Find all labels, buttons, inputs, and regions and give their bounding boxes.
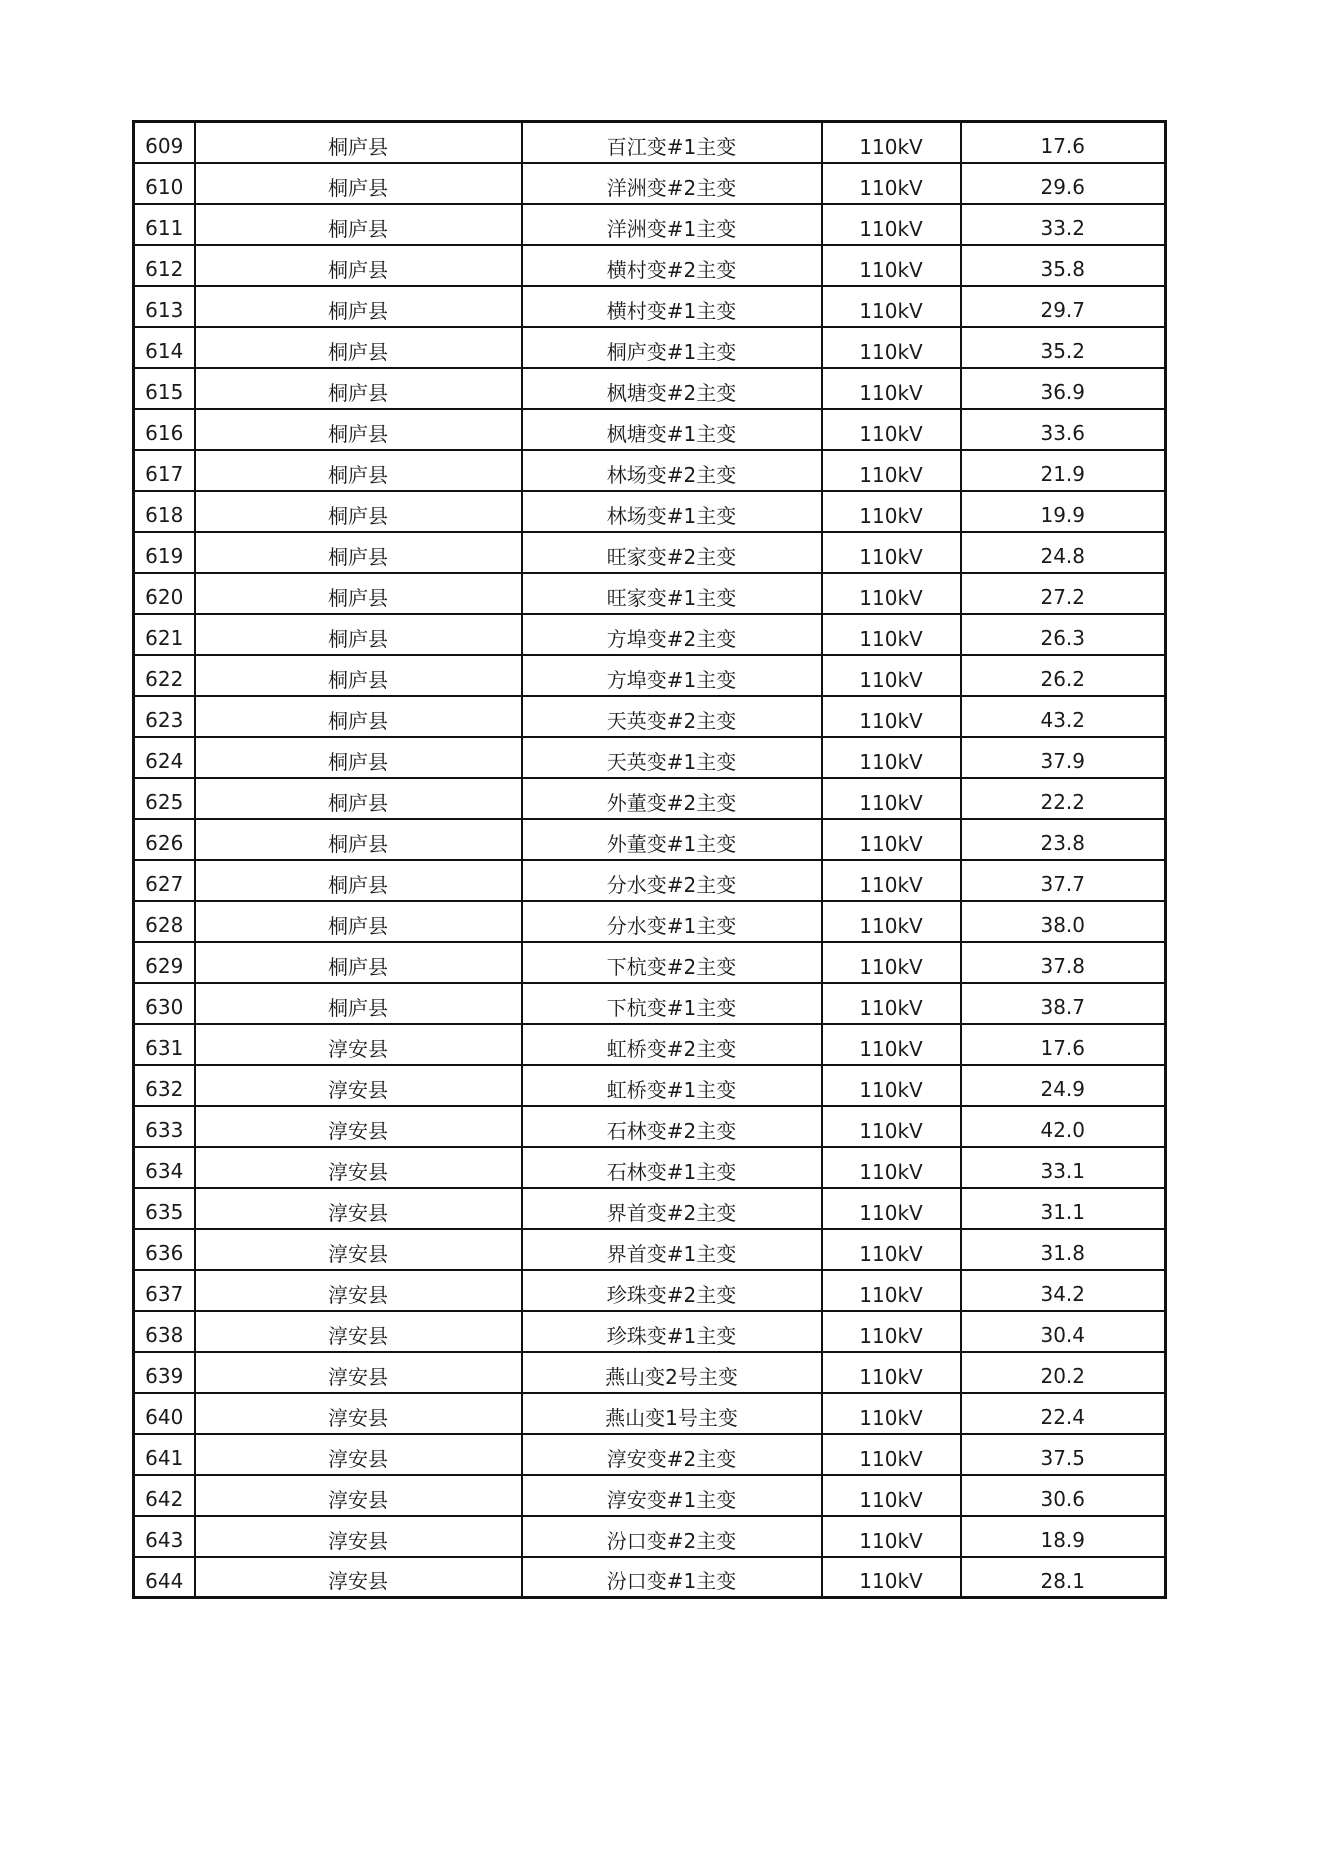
table-row bbox=[134, 1024, 1166, 1065]
value-cell: 35.2 bbox=[961, 327, 1166, 368]
table-row bbox=[134, 1434, 1166, 1475]
row-number-cell: 625 bbox=[134, 778, 195, 819]
county-cell: 桐庐县 bbox=[195, 163, 522, 204]
table-row bbox=[134, 1557, 1166, 1598]
row-number-cell: 642 bbox=[134, 1475, 195, 1516]
voltage-cell: 110kV bbox=[822, 819, 961, 860]
substation-cell: 方埠变#1主变 bbox=[522, 655, 822, 696]
table-row bbox=[134, 491, 1166, 532]
row-number-cell: 621 bbox=[134, 614, 195, 655]
table-row bbox=[134, 901, 1166, 942]
substation-cell: 旺家变#1主变 bbox=[522, 573, 822, 614]
row-number-cell: 624 bbox=[134, 737, 195, 778]
voltage-cell: 110kV bbox=[822, 1106, 961, 1147]
substation-cell: 虹桥变#1主变 bbox=[522, 1065, 822, 1106]
table-row bbox=[134, 655, 1166, 696]
value-cell: 22.4 bbox=[961, 1393, 1166, 1434]
substation-cell: 方埠变#2主变 bbox=[522, 614, 822, 655]
substation-cell: 百江变#1主变 bbox=[522, 122, 822, 163]
county-cell: 桐庐县 bbox=[195, 532, 522, 573]
table-row bbox=[134, 409, 1166, 450]
voltage-cell: 110kV bbox=[822, 122, 961, 163]
row-number-cell: 626 bbox=[134, 819, 195, 860]
substation-cell: 汾口变#1主变 bbox=[522, 1557, 822, 1598]
table-row bbox=[134, 942, 1166, 983]
substation-cell: 横村变#1主变 bbox=[522, 286, 822, 327]
county-cell: 桐庐县 bbox=[195, 368, 522, 409]
value-cell: 37.8 bbox=[961, 942, 1166, 983]
substation-cell: 石林变#1主变 bbox=[522, 1147, 822, 1188]
value-cell: 37.5 bbox=[961, 1434, 1166, 1475]
row-number-cell: 641 bbox=[134, 1434, 195, 1475]
table-row bbox=[134, 204, 1166, 245]
county-cell: 桐庐县 bbox=[195, 696, 522, 737]
substation-cell: 洋洲变#1主变 bbox=[522, 204, 822, 245]
voltage-cell: 110kV bbox=[822, 1393, 961, 1434]
value-cell: 30.6 bbox=[961, 1475, 1166, 1516]
voltage-cell: 110kV bbox=[822, 1270, 961, 1311]
value-cell: 33.1 bbox=[961, 1147, 1166, 1188]
table-row bbox=[134, 532, 1166, 573]
voltage-cell: 110kV bbox=[822, 860, 961, 901]
value-cell: 37.7 bbox=[961, 860, 1166, 901]
value-cell: 27.2 bbox=[961, 573, 1166, 614]
county-cell: 桐庐县 bbox=[195, 819, 522, 860]
row-number-cell: 638 bbox=[134, 1311, 195, 1352]
voltage-cell: 110kV bbox=[822, 327, 961, 368]
row-number-cell: 622 bbox=[134, 655, 195, 696]
table-row bbox=[134, 1147, 1166, 1188]
substation-cell: 桐庐变#1主变 bbox=[522, 327, 822, 368]
value-cell: 29.7 bbox=[961, 286, 1166, 327]
row-number-cell: 634 bbox=[134, 1147, 195, 1188]
value-cell: 17.6 bbox=[961, 122, 1166, 163]
table-row bbox=[134, 860, 1166, 901]
substation-cell: 界首变#2主变 bbox=[522, 1188, 822, 1229]
table-row bbox=[134, 1106, 1166, 1147]
table-row bbox=[134, 163, 1166, 204]
county-cell: 桐庐县 bbox=[195, 614, 522, 655]
county-cell: 淳安县 bbox=[195, 1434, 522, 1475]
value-cell: 23.8 bbox=[961, 819, 1166, 860]
row-number-cell: 636 bbox=[134, 1229, 195, 1270]
voltage-cell: 110kV bbox=[822, 1229, 961, 1270]
table-row bbox=[134, 573, 1166, 614]
substation-cell: 天英变#2主变 bbox=[522, 696, 822, 737]
value-cell: 43.2 bbox=[961, 696, 1166, 737]
row-number-cell: 609 bbox=[134, 122, 195, 163]
table-row bbox=[134, 286, 1166, 327]
county-cell: 淳安县 bbox=[195, 1393, 522, 1434]
county-cell: 桐庐县 bbox=[195, 327, 522, 368]
value-cell: 18.9 bbox=[961, 1516, 1166, 1557]
substation-cell: 分水变#2主变 bbox=[522, 860, 822, 901]
substation-cell: 外董变#1主变 bbox=[522, 819, 822, 860]
table-row bbox=[134, 778, 1166, 819]
value-cell: 35.8 bbox=[961, 245, 1166, 286]
table-row bbox=[134, 1352, 1166, 1393]
value-cell: 38.0 bbox=[961, 901, 1166, 942]
row-number-cell: 637 bbox=[134, 1270, 195, 1311]
voltage-cell: 110kV bbox=[822, 1147, 961, 1188]
county-cell: 淳安县 bbox=[195, 1557, 522, 1598]
substation-cell: 分水变#1主变 bbox=[522, 901, 822, 942]
county-cell: 桐庐县 bbox=[195, 491, 522, 532]
voltage-cell: 110kV bbox=[822, 204, 961, 245]
county-cell: 淳安县 bbox=[195, 1352, 522, 1393]
value-cell: 33.6 bbox=[961, 409, 1166, 450]
voltage-cell: 110kV bbox=[822, 696, 961, 737]
row-number-cell: 616 bbox=[134, 409, 195, 450]
value-cell: 17.6 bbox=[961, 1024, 1166, 1065]
row-number-cell: 623 bbox=[134, 696, 195, 737]
row-number-cell: 635 bbox=[134, 1188, 195, 1229]
row-number-cell: 643 bbox=[134, 1516, 195, 1557]
substation-cell: 淳安变#2主变 bbox=[522, 1434, 822, 1475]
county-cell: 桐庐县 bbox=[195, 901, 522, 942]
substation-cell: 洋洲变#2主变 bbox=[522, 163, 822, 204]
row-number-cell: 633 bbox=[134, 1106, 195, 1147]
table-row bbox=[134, 737, 1166, 778]
table-row bbox=[134, 696, 1166, 737]
value-cell: 21.9 bbox=[961, 450, 1166, 491]
value-cell: 26.3 bbox=[961, 614, 1166, 655]
row-number-cell: 632 bbox=[134, 1065, 195, 1106]
county-cell: 淳安县 bbox=[195, 1229, 522, 1270]
value-cell: 22.2 bbox=[961, 778, 1166, 819]
county-cell: 淳安县 bbox=[195, 1188, 522, 1229]
value-cell: 28.1 bbox=[961, 1557, 1166, 1598]
county-cell: 淳安县 bbox=[195, 1270, 522, 1311]
voltage-cell: 110kV bbox=[822, 532, 961, 573]
substation-cell: 林场变#1主变 bbox=[522, 491, 822, 532]
row-number-cell: 612 bbox=[134, 245, 195, 286]
county-cell: 桐庐县 bbox=[195, 655, 522, 696]
table-row bbox=[134, 819, 1166, 860]
substation-cell: 横村变#2主变 bbox=[522, 245, 822, 286]
table-row bbox=[134, 1516, 1166, 1557]
voltage-cell: 110kV bbox=[822, 245, 961, 286]
value-cell: 36.9 bbox=[961, 368, 1166, 409]
value-cell: 29.6 bbox=[961, 163, 1166, 204]
voltage-cell: 110kV bbox=[822, 1557, 961, 1598]
table-row bbox=[134, 1475, 1166, 1516]
county-cell: 淳安县 bbox=[195, 1106, 522, 1147]
substation-cell: 旺家变#2主变 bbox=[522, 532, 822, 573]
table-row bbox=[134, 327, 1166, 368]
row-number-cell: 613 bbox=[134, 286, 195, 327]
voltage-cell: 110kV bbox=[822, 614, 961, 655]
row-number-cell: 639 bbox=[134, 1352, 195, 1393]
row-number-cell: 610 bbox=[134, 163, 195, 204]
voltage-cell: 110kV bbox=[822, 778, 961, 819]
table-row bbox=[134, 1229, 1166, 1270]
row-number-cell: 644 bbox=[134, 1557, 195, 1598]
table-row bbox=[134, 1311, 1166, 1352]
row-number-cell: 618 bbox=[134, 491, 195, 532]
substation-cell: 珍珠变#1主变 bbox=[522, 1311, 822, 1352]
county-cell: 桐庐县 bbox=[195, 409, 522, 450]
table-row bbox=[134, 122, 1166, 163]
county-cell: 桐庐县 bbox=[195, 286, 522, 327]
county-cell: 淳安县 bbox=[195, 1024, 522, 1065]
voltage-cell: 110kV bbox=[822, 901, 961, 942]
table-row bbox=[134, 1393, 1166, 1434]
voltage-cell: 110kV bbox=[822, 450, 961, 491]
row-number-cell: 617 bbox=[134, 450, 195, 491]
voltage-cell: 110kV bbox=[822, 1516, 961, 1557]
table-body bbox=[134, 122, 1166, 1598]
voltage-cell: 110kV bbox=[822, 942, 961, 983]
row-number-cell: 628 bbox=[134, 901, 195, 942]
voltage-cell: 110kV bbox=[822, 1475, 961, 1516]
substation-cell: 燕山变1号主变 bbox=[522, 1393, 822, 1434]
voltage-cell: 110kV bbox=[822, 1188, 961, 1229]
voltage-cell: 110kV bbox=[822, 286, 961, 327]
county-cell: 桐庐县 bbox=[195, 983, 522, 1024]
value-cell: 34.2 bbox=[961, 1270, 1166, 1311]
county-cell: 桐庐县 bbox=[195, 245, 522, 286]
value-cell: 24.9 bbox=[961, 1065, 1166, 1106]
table-row bbox=[134, 368, 1166, 409]
row-number-cell: 631 bbox=[134, 1024, 195, 1065]
row-number-cell: 627 bbox=[134, 860, 195, 901]
voltage-cell: 110kV bbox=[822, 573, 961, 614]
voltage-cell: 110kV bbox=[822, 1311, 961, 1352]
substation-cell: 外董变#2主变 bbox=[522, 778, 822, 819]
substation-cell: 燕山变2号主变 bbox=[522, 1352, 822, 1393]
value-cell: 42.0 bbox=[961, 1106, 1166, 1147]
value-cell: 26.2 bbox=[961, 655, 1166, 696]
table-row bbox=[134, 983, 1166, 1024]
row-number-cell: 614 bbox=[134, 327, 195, 368]
value-cell: 37.9 bbox=[961, 737, 1166, 778]
county-cell: 淳安县 bbox=[195, 1065, 522, 1106]
voltage-cell: 110kV bbox=[822, 1024, 961, 1065]
voltage-cell: 110kV bbox=[822, 491, 961, 532]
value-cell: 30.4 bbox=[961, 1311, 1166, 1352]
voltage-cell: 110kV bbox=[822, 983, 961, 1024]
county-cell: 桐庐县 bbox=[195, 942, 522, 983]
substation-cell: 淳安变#1主变 bbox=[522, 1475, 822, 1516]
county-cell: 桐庐县 bbox=[195, 737, 522, 778]
voltage-cell: 110kV bbox=[822, 737, 961, 778]
substation-cell: 虹桥变#2主变 bbox=[522, 1024, 822, 1065]
table-row bbox=[134, 1270, 1166, 1311]
county-cell: 桐庐县 bbox=[195, 204, 522, 245]
table-row bbox=[134, 1188, 1166, 1229]
substation-cell: 石林变#2主变 bbox=[522, 1106, 822, 1147]
value-cell: 31.8 bbox=[961, 1229, 1166, 1270]
county-cell: 桐庐县 bbox=[195, 573, 522, 614]
row-number-cell: 620 bbox=[134, 573, 195, 614]
row-number-cell: 615 bbox=[134, 368, 195, 409]
county-cell: 淳安县 bbox=[195, 1475, 522, 1516]
value-cell: 31.1 bbox=[961, 1188, 1166, 1229]
row-number-cell: 630 bbox=[134, 983, 195, 1024]
substation-cell: 枫塘变#1主变 bbox=[522, 409, 822, 450]
county-cell: 桐庐县 bbox=[195, 122, 522, 163]
row-number-cell: 629 bbox=[134, 942, 195, 983]
value-cell: 20.2 bbox=[961, 1352, 1166, 1393]
county-cell: 淳安县 bbox=[195, 1311, 522, 1352]
substation-cell: 珍珠变#2主变 bbox=[522, 1270, 822, 1311]
substation-cell: 界首变#1主变 bbox=[522, 1229, 822, 1270]
row-number-cell: 611 bbox=[134, 204, 195, 245]
county-cell: 桐庐县 bbox=[195, 450, 522, 491]
county-cell: 淳安县 bbox=[195, 1147, 522, 1188]
row-number-cell: 619 bbox=[134, 532, 195, 573]
value-cell: 24.8 bbox=[961, 532, 1166, 573]
substation-cell: 枫塘变#2主变 bbox=[522, 368, 822, 409]
value-cell: 38.7 bbox=[961, 983, 1166, 1024]
value-cell: 33.2 bbox=[961, 204, 1166, 245]
voltage-cell: 110kV bbox=[822, 655, 961, 696]
voltage-cell: 110kV bbox=[822, 163, 961, 204]
voltage-cell: 110kV bbox=[822, 1352, 961, 1393]
substation-cell: 下杭变#1主变 bbox=[522, 983, 822, 1024]
county-cell: 桐庐县 bbox=[195, 778, 522, 819]
voltage-cell: 110kV bbox=[822, 409, 961, 450]
county-cell: 淳安县 bbox=[195, 1516, 522, 1557]
voltage-cell: 110kV bbox=[822, 368, 961, 409]
voltage-cell: 110kV bbox=[822, 1065, 961, 1106]
table-row bbox=[134, 614, 1166, 655]
voltage-cell: 110kV bbox=[822, 1434, 961, 1475]
table-row bbox=[134, 450, 1166, 491]
substation-cell: 汾口变#2主变 bbox=[522, 1516, 822, 1557]
row-number-cell: 640 bbox=[134, 1393, 195, 1434]
substation-cell: 下杭变#2主变 bbox=[522, 942, 822, 983]
substation-cell: 林场变#2主变 bbox=[522, 450, 822, 491]
table-row bbox=[134, 245, 1166, 286]
substation-cell: 天英变#1主变 bbox=[522, 737, 822, 778]
county-cell: 桐庐县 bbox=[195, 860, 522, 901]
substation-load-table bbox=[132, 120, 1167, 1599]
table-row bbox=[134, 1065, 1166, 1106]
value-cell: 19.9 bbox=[961, 491, 1166, 532]
